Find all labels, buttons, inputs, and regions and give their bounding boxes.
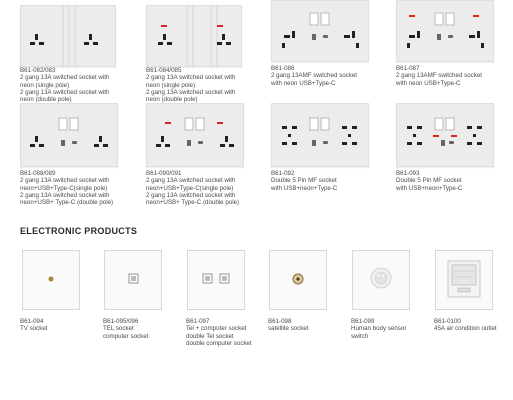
product-desc: 2 gang 13A switched socket with [20,74,110,82]
product-desc: 2 gang 13A switched socket with [146,177,236,185]
product-image [146,5,242,67]
product-code: B61-093 [396,170,420,177]
satellite-socket-icon [270,251,326,309]
product-code: B61-088/089 [20,170,56,177]
product-desc: neon (double pole) [146,96,198,104]
product-image [187,250,245,310]
product-image [435,250,493,310]
product-code: B61-084/085 [146,67,182,74]
product-code: B61-090/091 [146,170,182,177]
product-code: B61-092 [271,170,295,177]
tel-socket-icon [105,251,161,309]
switched-socket-usb-neon-icon [147,104,243,166]
product-desc: with neon USB+Type-C [271,79,336,87]
product-desc: neon+USB+ Type-C (double pole) [146,199,240,207]
product-desc: 2 gang 13AMF switched socket [271,72,357,80]
product-desc: 2 gang 13A switched socket with [146,88,236,96]
product-code: B61-099 [351,318,375,325]
product-desc: neon+USB+Type-C(single pole) [20,184,108,192]
double-socket-switch-neon-icon [147,6,241,66]
product-desc: satellite socket [268,325,309,333]
product-image [352,250,410,310]
product-desc: 2 gang 13AMF switched socket [396,72,482,80]
product-image [20,103,118,167]
product-code: B61-0100 [434,318,461,325]
product-desc: neon+USB+Type-C(single pole) [146,184,234,192]
product-image [104,250,162,310]
product-image [271,103,369,167]
product-desc: TV socket [20,325,48,333]
air-condition-outlet-icon [436,251,492,309]
product-desc: double computer socket [186,339,252,347]
product-desc: 2 gang 13A switched socket with [146,191,236,199]
double-tel-socket-icon [188,251,244,309]
switched-socket-usb-icon [21,104,117,166]
mf-socket-usb-icon [272,1,368,61]
product-desc: with USB+neon+Type-C [396,184,463,192]
product-desc: double Tel socket [186,332,234,340]
product-image [20,5,116,67]
product-desc: with USB+neon+Type-C [271,184,338,192]
motion-sensor-icon [353,251,409,309]
mf-socket-usb-neon-icon [397,1,493,61]
double-socket-switch-icon [21,6,115,66]
product-desc: neon (single pole) [20,81,70,89]
product-desc: 45A air condition outlet [434,325,497,333]
product-desc: computer socket [103,332,149,340]
product-code: B61-086 [271,65,295,72]
product-code: B61-095/096 [103,318,139,325]
product-image [396,103,494,167]
tv-socket-icon [23,251,79,309]
product-desc: neon+USB+ Type-C (double pole) [20,199,114,207]
product-code: B61-082/083 [20,67,56,74]
product-desc: switch [351,332,369,340]
product-desc: Double 5 Pin MF socket [271,177,337,185]
product-desc: 2 gang 13A switched socket with [20,191,110,199]
product-desc: neon (single pole) [146,81,196,89]
five-pin-socket-icon [272,104,368,166]
product-desc: Human body sensor [351,325,407,333]
product-desc: TEL socket [103,325,134,333]
product-desc: with neon USB+Type-C [396,79,461,87]
section-title: ELECTRONIC PRODUCTS [20,226,138,236]
product-code: B61-094 [20,318,44,325]
product-image [269,250,327,310]
product-code: B61-087 [396,65,420,72]
five-pin-socket-neon-icon [397,104,493,166]
product-desc: 2 gang 13A switched socket with [20,177,110,185]
product-image [146,103,244,167]
product-desc: Double 5 Pin MF socket [396,177,462,185]
product-image [396,0,494,62]
product-code: B61-097 [186,318,210,325]
product-desc: 2 gang 13A switched socket with [20,88,110,96]
product-image [22,250,80,310]
product-image [271,0,369,62]
product-desc: neon (double pole) [20,96,72,104]
product-desc: 2 gang 13A switched socket with [146,74,236,82]
product-desc: Tel + computer socket [186,325,247,333]
product-code: B61-098 [268,318,292,325]
